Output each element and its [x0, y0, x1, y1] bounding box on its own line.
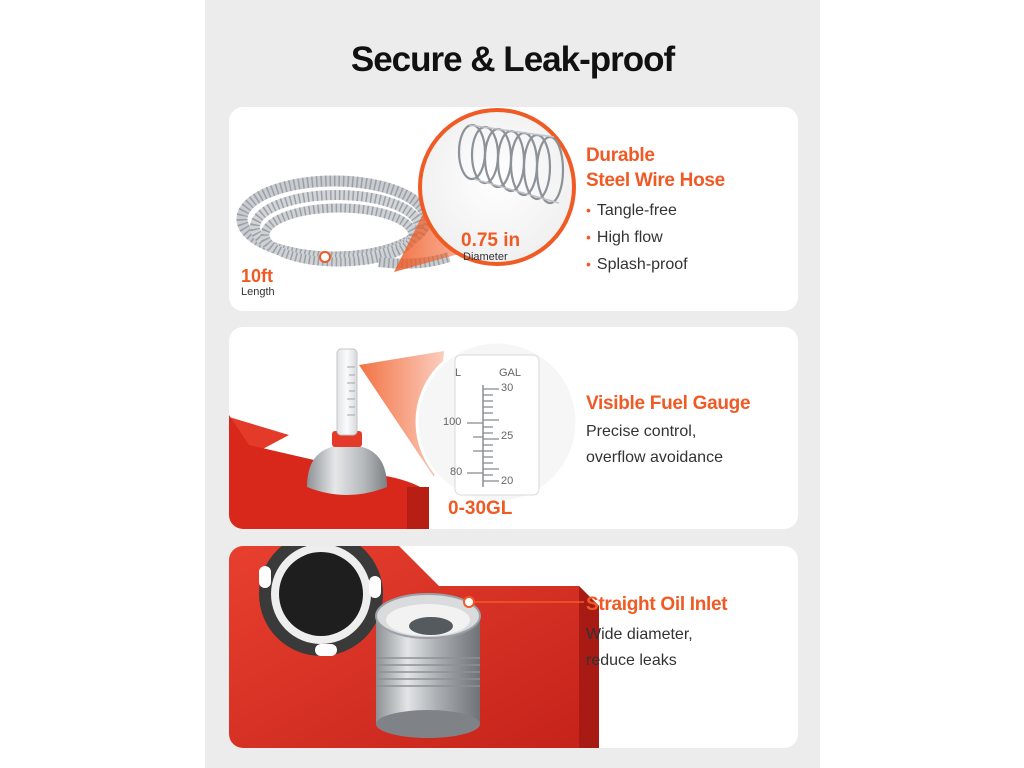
product-infographic: [205, 0, 820, 768]
diameter-label: [461, 231, 520, 264]
inlet-body-line2: reduce leaks: [586, 652, 677, 669]
inlet-body-line1: Wide diameter,: [586, 626, 693, 643]
gauge-right-tick: 30: [501, 382, 514, 394]
hose-bullet: • Splash-proof: [586, 256, 688, 273]
length-label: [241, 266, 275, 299]
inlet-card: [229, 546, 798, 748]
hose-title-line2: Steel Wire Hose: [586, 170, 725, 191]
gauge-left-tick: 100: [443, 416, 462, 428]
gauge-illustration: [229, 327, 798, 529]
diameter-caption: Diameter: [463, 251, 508, 263]
headline: Secure & Leak-proof: [350, 40, 675, 79]
gauge-range-label: 0-30GL: [448, 498, 513, 519]
hose-bullet: • High flow: [586, 229, 663, 246]
gauge-body-line1: Precise control,: [586, 423, 697, 440]
gauge-card: [229, 327, 798, 529]
hose-bullet: • Tangle-free: [586, 202, 677, 219]
gauge-left-unit: L: [455, 367, 462, 379]
inlet-illustration: [229, 546, 798, 748]
gauge-right-unit: GAL: [499, 367, 522, 379]
diameter-value: 0.75 in: [461, 230, 521, 251]
gauge-right-tick: 25: [501, 430, 514, 442]
length-value: 10ft: [241, 266, 274, 286]
gauge-right-tick: 20: [501, 475, 514, 487]
hose-illustration: [229, 107, 798, 311]
inlet-title: Straight Oil Inlet: [586, 594, 728, 615]
gauge-title: Visible Fuel Gauge: [586, 393, 751, 414]
gauge-body-line2: overflow avoidance: [586, 449, 723, 466]
hose-title-line1: Durable: [586, 145, 655, 166]
hose-card: [229, 107, 798, 311]
gauge-left-tick: 80: [450, 466, 463, 478]
length-caption: Length: [241, 286, 275, 298]
